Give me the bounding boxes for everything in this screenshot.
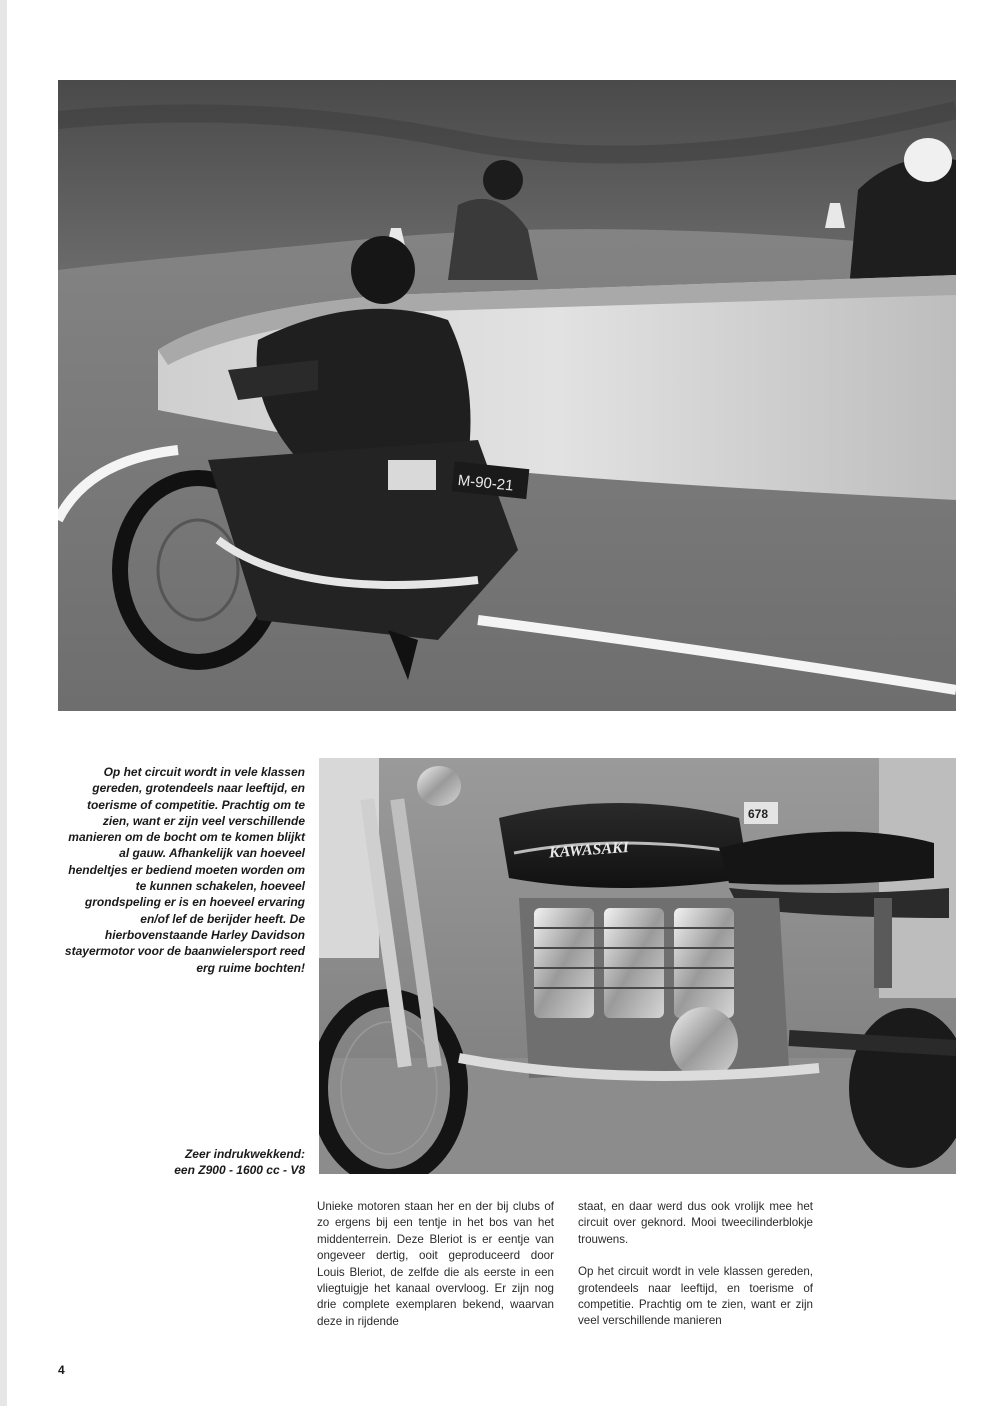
body-column-1	[317, 1199, 554, 1330]
photo-kawasaki-v8-image	[319, 758, 956, 1174]
photo-caption-cornering: Op het circuit wordt in vele klassen gereden, grotendeels naar leeftijd, en toerisme of competitie. Prachtig om te zien, want er zijn veel verschillende manieren om de bocht om te komen blijkt al gauw. Afhankelijk van hoeveel hendeltjes er bediend moeten worden om te kunnen schakelen, hoeveel grondspeling er is en hoeveel ervaring en/of lef de berijder heeft. De hierbovenstaande Harley Davidson stayermotor voor de baanwielersport reed erg ruime bochten!	[64, 765, 305, 975]
page-number: 4	[58, 1363, 65, 1377]
page-edge-shadow	[0, 0, 7, 1406]
photo-kawasaki-v8	[319, 758, 956, 1174]
race-number-text: 678	[748, 807, 769, 821]
tank-brand-text: KAWASAKI	[548, 838, 630, 862]
body-paragraph: staat, en daar werd dus ook vrolijk mee het circuit over geknord. Mooi tweecilinderblokje trouwens.	[578, 1200, 813, 1246]
body-paragraph: Unieke motoren staan her en der bij clubs of zo ergens bij een tentje in het bos van het middenterrein. Deze Bleriot is er eentje van ongeveer dertig, ooit geproduceerd door Louis Bleriot, de zelfde die als eerste in een vliegtuigje het kanaal overvloog. Er zijn nog drie complete exemplaren bekend, waarvan deze in rijdende	[317, 1200, 554, 1328]
caption-line-1: Zeer indrukwekkend:	[184, 1147, 305, 1161]
photo-cornering-motorcycle-image	[58, 80, 956, 711]
photo-cornering-motorcycle	[58, 80, 956, 711]
license-plate-text: M-90-21	[456, 471, 515, 495]
body-column-2	[578, 1199, 813, 1330]
body-paragraph: Op het circuit wordt in vele klassen gereden, grotendeels naar leeftijd, en toerisme of competitie. Prachtig om te zien, want er zijn veel verschillende manieren	[578, 1265, 813, 1328]
caption-line-2: een Z900 - 1600 cc - V8	[174, 1163, 305, 1178]
photo-caption-kawasaki	[120, 1146, 305, 1179]
